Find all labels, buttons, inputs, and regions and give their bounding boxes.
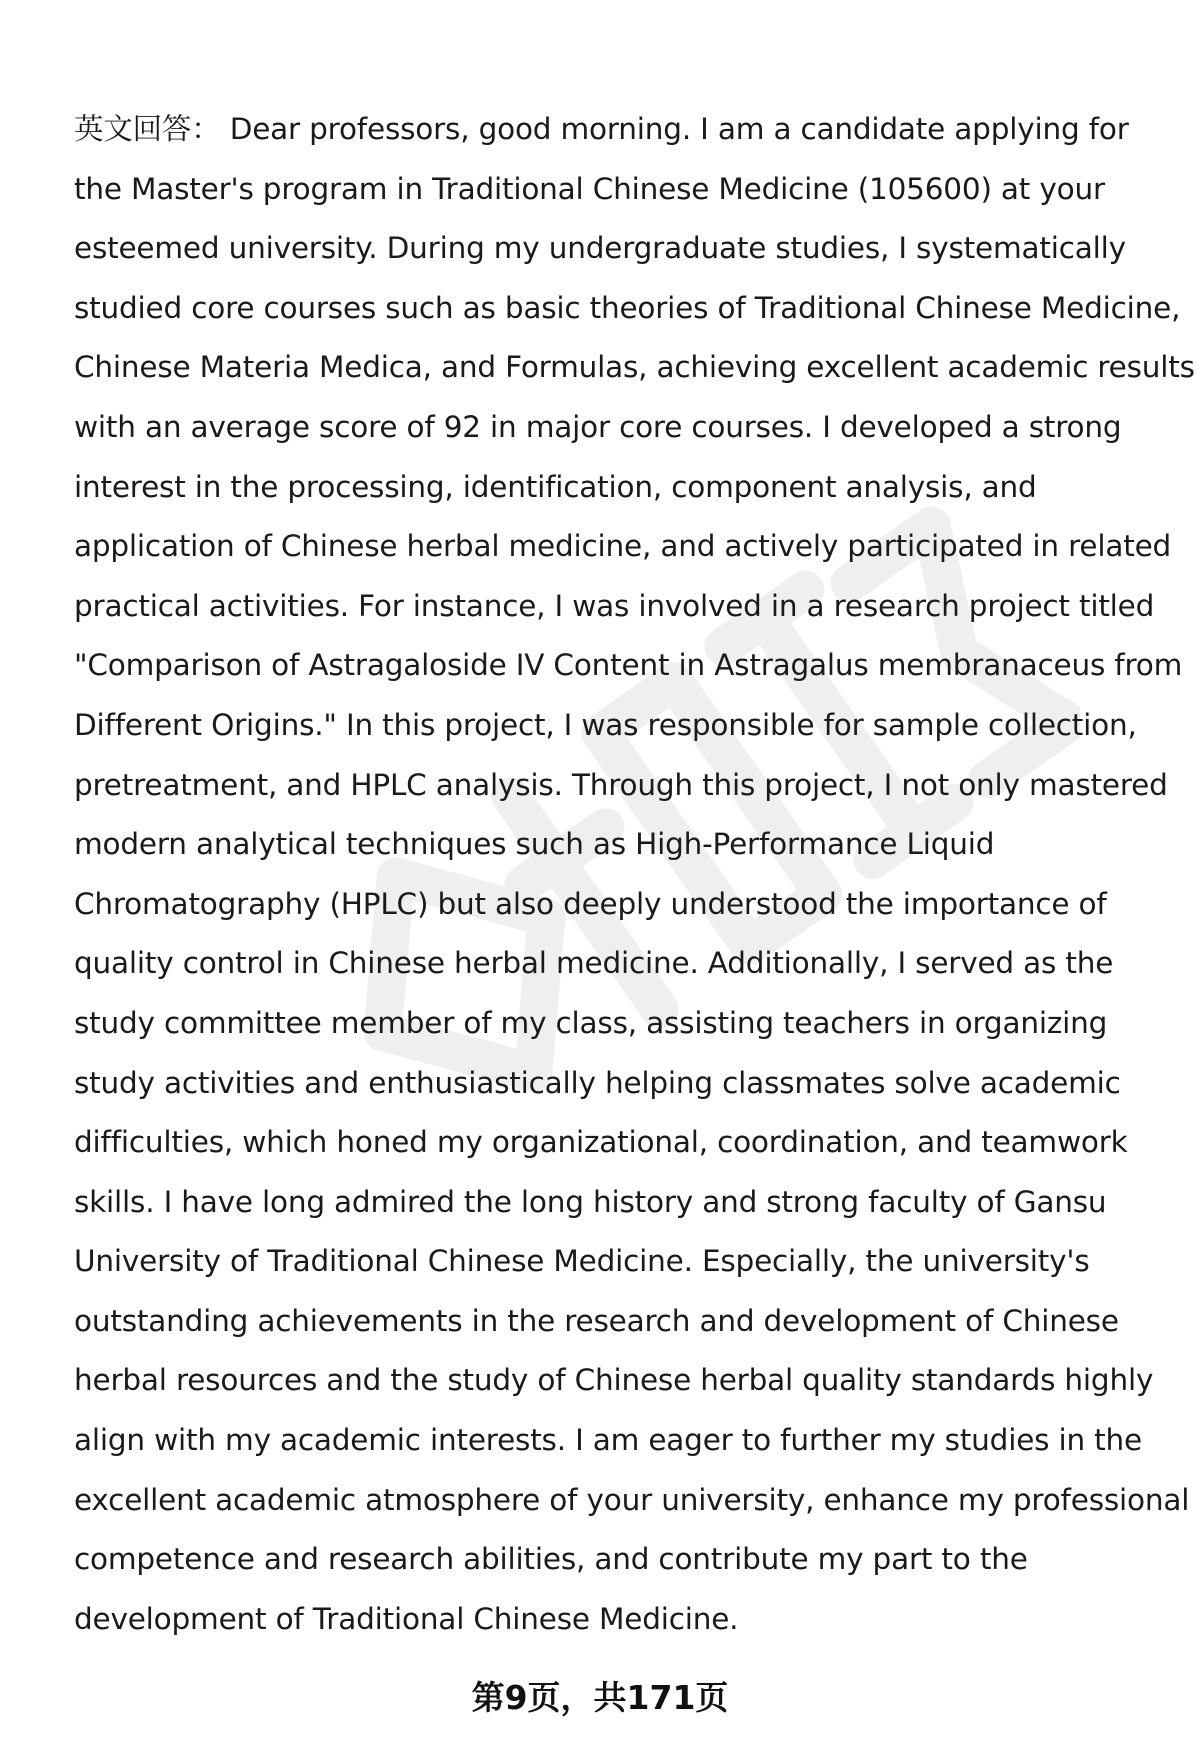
text-line: pretreatment, and HPLC analysis. Through this project, I not only mastered xyxy=(74,767,1168,802)
text-line: outstanding achievements in the research and development of Chinese xyxy=(74,1303,1119,1338)
text-line: development of Traditional Chinese Medicine. xyxy=(74,1601,739,1636)
text-line: application of Chinese herbal medicine, and actively participated in related xyxy=(74,529,1172,564)
text-line: excellent academic atmosphere of your university, enhance my professional xyxy=(74,1482,1190,1517)
text-line: esteemed university. During my undergraduate studies, I systematically xyxy=(74,231,1126,266)
text-line: with an average score of 92 in major core courses. I developed a strong xyxy=(74,409,1122,444)
text-line: herbal resources and the study of Chinese herbal quality standards highly xyxy=(74,1363,1154,1398)
page-number-footer: 第9页，共171页 xyxy=(471,1678,729,1717)
text-line: study committee member of my class, assisting teachers in organizing xyxy=(74,1005,1108,1040)
text-line: study activities and enthusiastically helping classmates solve academic xyxy=(74,1065,1121,1100)
text-line: University of Traditional Chinese Medicine. Especially, the university's xyxy=(74,1244,1090,1279)
text-line-1: 英文回答： Dear professors, good morning. I am a candidate applying for xyxy=(74,112,1129,146)
text-line: the Master's program in Traditional Chinese Medicine (105600) at your xyxy=(74,171,1105,206)
text-line: Different Origins." In this project, I was responsible for sample collection, xyxy=(74,707,1137,742)
text-line: practical activities. For instance, I was involved in a research project titled xyxy=(74,588,1155,623)
answer-paragraph xyxy=(74,100,1195,1649)
text-line: competence and research abilities, and contribute my part to the xyxy=(74,1542,1028,1577)
text-line: Chromatography (HPLC) but also deeply understood the importance of xyxy=(74,886,1107,921)
text-line: Chinese Materia Medica, and Formulas, achieving excellent academic results xyxy=(74,350,1195,385)
text-line: quality control in Chinese herbal medicine. Additionally, I served as the xyxy=(74,946,1114,981)
text-line: studied core courses such as basic theories of Traditional Chinese Medicine, xyxy=(74,290,1181,325)
text-line: interest in the processing, identification, component analysis, and xyxy=(74,469,1037,504)
text-line: modern analytical techniques such as High-Performance Liquid xyxy=(74,827,995,862)
text-line: skills. I have long admired the long history and strong faculty of Gansu xyxy=(74,1184,1107,1219)
answer-prefix: 英文回答： xyxy=(74,112,221,146)
text-line: "Comparison of Astragaloside IV Content in Astragalus membranaceus from xyxy=(74,648,1183,683)
text-line: difficulties, which honed my organizational, coordination, and teamwork xyxy=(74,1125,1128,1160)
text-line: align with my academic interests. I am eager to further my studies in the xyxy=(74,1423,1142,1458)
